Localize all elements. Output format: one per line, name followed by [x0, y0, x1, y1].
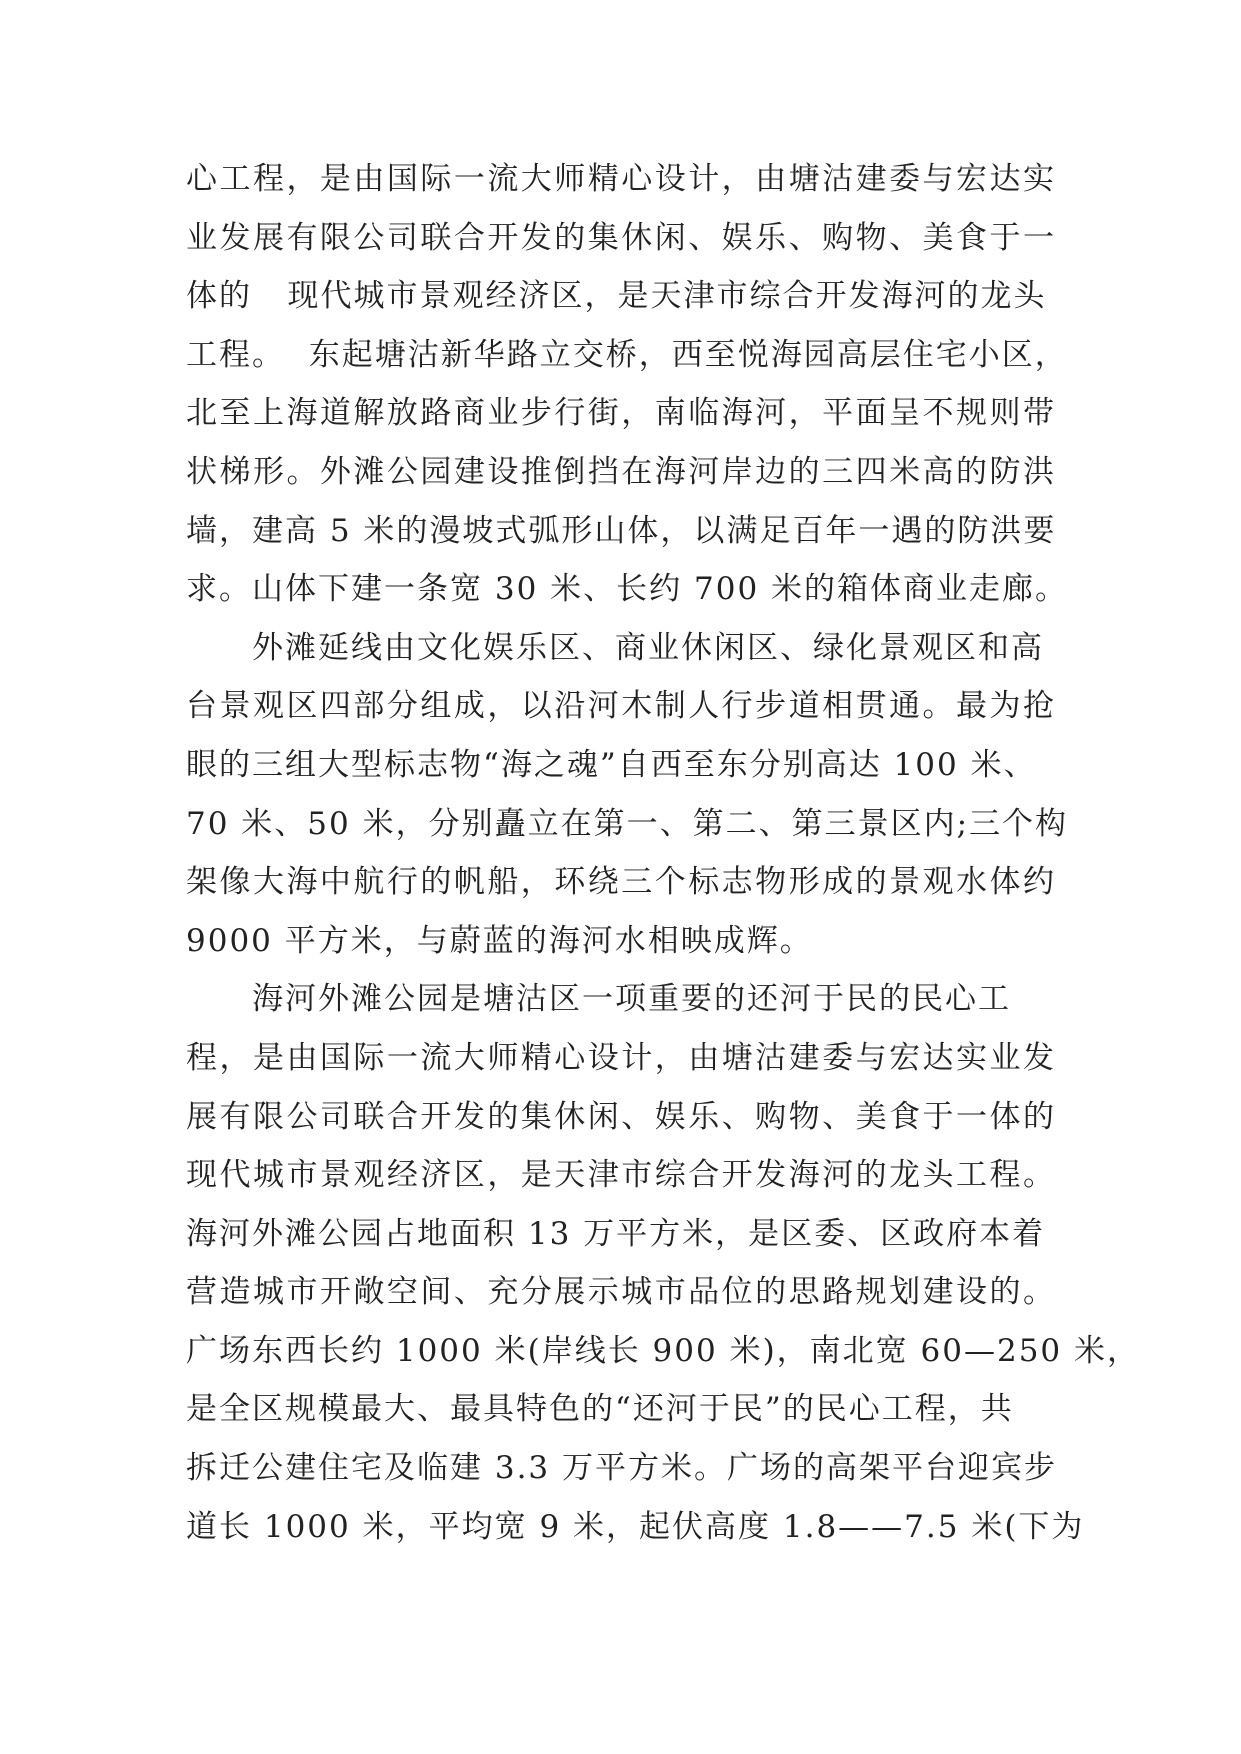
text-line: 拆迁公建住宅及临建 3.3 万平方米。广场的高架平台迎宾步: [186, 1450, 1058, 1487]
text-line: 道长 1000 米，平均宽 9 米，起伏高度 1.8——7.5 米(下为: [186, 1508, 1085, 1545]
text-line: 海河外滩公园是塘沽区一项重要的还河于民的民心工: [186, 981, 1011, 1018]
text-line: 北至上海道解放路商业步行街，南临海河，平面呈不规则带: [186, 395, 1056, 432]
text-line: 外滩延线由文化娱乐区、商业休闲区、绿化景观区和高: [186, 629, 1044, 666]
text-line: 程，是由国际一流大师精心设计，由塘沽建委与宏达实业发: [186, 1039, 1056, 1076]
text-line: 墙，建高 5 米的漫坡式弧形山体，以满足百年一遇的防洪要: [186, 512, 1057, 549]
body-text: [186, 150, 1140, 1556]
text-line: 台景观区四部分组成，以沿河木制人行步道相贯通。最为抢: [186, 688, 1056, 725]
text-line: 海河外滩公园占地面积 13 万平方米，是区委、区政府本着: [186, 1215, 1046, 1252]
text-line: 展有限公司联合开发的集休闲、娱乐、购物、美食于一体的: [186, 1098, 1056, 1135]
text-line: 9000 平方米，与蔚蓝的海河水相映成辉。: [186, 922, 813, 959]
text-line: 70 米、50 米，分别矗立在第一、第二、第三景区内;三个构: [186, 805, 1069, 842]
text-line: 广场东西长约 1000 米(岸线长 900 米)，南北宽 60—250 米，: [186, 1332, 1140, 1369]
text-line: 状梯形。外滩公园建设推倒挡在海河岸边的三四米高的防洪: [186, 453, 1056, 490]
text-line: 心工程，是由国际一流大师精心设计，由塘沽建委与宏达实: [186, 161, 1056, 197]
text-line: 现代城市景观经济区，是天津市综合开发海河的龙头工程。: [186, 1157, 1056, 1194]
text-line: 是全区规模最大、最具特色的“还河于民”的民心工程，共: [186, 1391, 1014, 1428]
text-line: 体的 现代城市景观经济区，是天津市综合开发海河的龙头: [186, 278, 1047, 315]
text-line: 业发展有限公司联合开发的集休闲、娱乐、购物、美食于一: [186, 219, 1056, 256]
text-line: 眼的三组大型标志物“海之魂”自西至东分别高达 100 米、: [186, 746, 1037, 783]
text-line: 营造城市开敞空间、充分展示城市品位的思路规划建设的。: [186, 1274, 1056, 1311]
text-line: 工程。 东起塘沽新华路立交桥，西至悦海园高层住宅小区，: [186, 336, 1068, 373]
text-line: 架像大海中航行的帆船，环绕三个标志物形成的景观水体约: [186, 864, 1056, 901]
text-line: 求。山体下建一条宽 30 米、长约 700 米的箱体商业走廊。: [186, 571, 1069, 608]
